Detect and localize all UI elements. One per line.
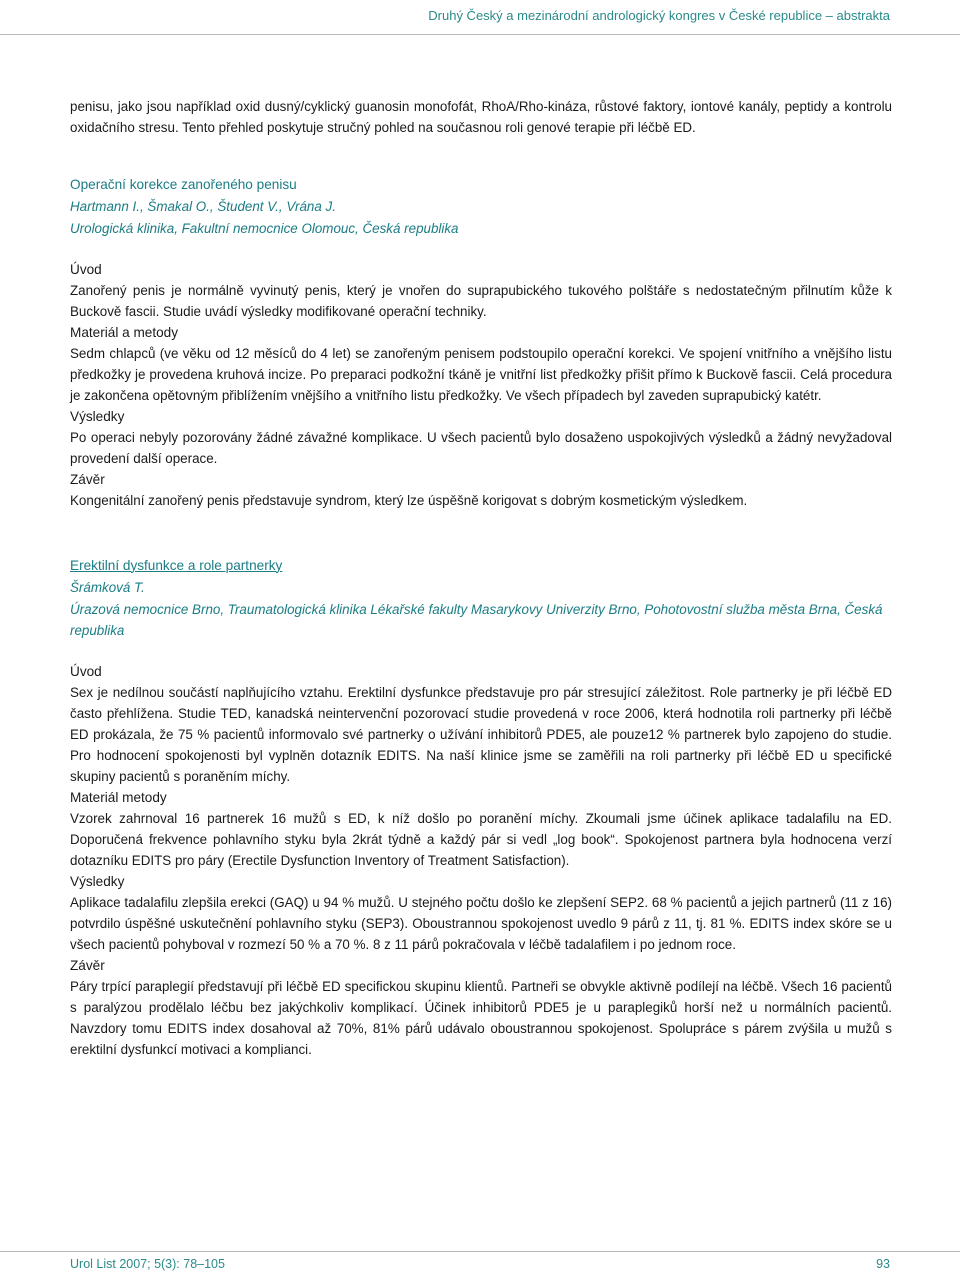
abstract-title: Operační korekce zanořeného penisu [70,177,297,192]
section-text-uvod: Zanořený penis je normálně vyvinutý penis, který je vnořen do suprapubického tukového polštáře s nedostatečným přilnutím kůže k Buckově fascii. Studie uvádí výsledky modifikované operační techniky. [70,283,892,319]
footer-divider [0,1251,960,1252]
page-body [70,96,892,1060]
section-heading-vysledky: Výsledky [70,409,125,424]
section-text-zaver: Kongenitální zanořený penis představuje syndrom, který lze úspěšně korigovat s dobrým kosmetickým výsledkem. [70,493,748,508]
section-heading-vysledky: Výsledky [70,874,125,889]
section-heading-zaver: Závěr [70,958,105,973]
abstract-authors: Šrámková T. [70,580,145,595]
header-divider [0,34,960,35]
abstract-affiliation: Urologická klinika, Fakultní nemocnice Olomouc, Česká republika [70,221,459,236]
section-text-uvod: Sex je nedílnou součástí naplňujícího vztahu. Erektilní dysfunkce představuje pro pár stresující záležitost. Role partnerky je při léčbě ED často přehlížena. Studie TED, kanadská neintervenční pozorovací studie provedená v roce 2006, která hodnotila roli partnerky při léčbě ED prokázala, že 75 % pacientů informovalo své partnerky o užívání inhibitorů PDE5, ale pouze12 % partnerek bylo zapojeno do studie. Pro hodnocení spokojenosti byl vyplněn dotazník EDITS. Na naší klinice jsme se zaměřili na roli partnerky při léčbě ED u specifické skupiny pacientů s poraněním míchy. [70,685,892,784]
abstract-authors: Hartmann I., Šmakal O., Študent V., Vrána J. [70,199,336,214]
page-number: 93 [876,1257,890,1271]
section-text-material: Vzorek zahrnoval 16 partnerek 16 mužů s ED, k níž došlo po poranění míchy. Zkoumali jsme účinek aplikace tadalafilu na ED. Doporučená frekvence pohlavního styku byla 2krát týdně a každý pár si vedl „log book“. Spokojenost partnera byla hodnocena verzí dotazníku EDITS pro páry (Erectile Dysfunction Inventory of Treatment Satisfaction). [70,811,892,868]
abstract-sramkova [70,555,892,1060]
intro-paragraph: penisu, jako jsou například oxid dusný/cyklický guanosin monofofát, RhoA/Rho-kináza, růstové faktory, iontové kanály, peptidy a kontrolu oxidačního stresu. Tento přehled poskytuje stručný pohled na současnou roli genové terapie při léčbě ED. [70,99,892,135]
section-heading-uvod: Úvod [70,262,102,277]
section-heading-uvod: Úvod [70,664,102,679]
abstract-hartmann [70,174,892,511]
journal-citation: Urol List 2007; 5(3): 78–105 [70,1257,225,1271]
section-text-zaver: Páry trpící paraplegií představují při léčbě ED specifickou skupinu klientů. Partneři se obvykle aktivně podílejí na léčbě. Všech 16 pacientů s paralýzou prodělalo léčbu bez jakýchkoliv komplikací. Účinek inhibitorů PDE5 je u paraplegiků horší než u normálních pacientů. Navzdory tomu EDITS index dosahoval až 70%, 81% párů udávalo oboustrannou spokojenost. Spolupráce s párem zvýšila u mužů s erektilní dysfunkcí motivaci a komplianci. [70,979,892,1057]
abstract-title [70,555,892,576]
section-text-vysledky: Po operaci nebyly pozorovány žádné závažné komplikace. U všech pacientů bylo dosaženo uspokojivých výsledků a žádný nevyžadoval provedení další operace. [70,430,892,466]
section-text-material: Sedm chlapců (ve věku od 12 měsíců do 4 let) se zanořeným penisem podstoupilo operační korekci. Ve spojení vnitřního a vnějšího listu předkožky je provedena kruhová incize. Po preparaci podkožní tkáně je vnitřní list předkožky přišit přímo k Buckově fascii. Celá procedura je zakončena opětovným přiblížením vnějšího a vnitřního listu předkožky. Ve všech případech byl zaveden suprapubický katétr. [70,346,892,403]
abstract-title-text: Erektilní dysfunkce a role partnerky [70,558,283,573]
section-text-vysledky: Aplikace tadalafilu zlepšila erekci (GAQ) u 94 % mužů. U stejného počtu došlo ke zlepšení SEP2. 68 % pacientů a jejich partnerů (11 z 16) potvrdilo úspěšné uskutečnění pohlavního styku (SEP3). Oboustrannou spokojenost uvedlo 9 párů z 11, tj. 81 %. EDITS index skóre se u všech pacientů pohyboval v rozmezí 50 % a 70 %. 8 z 11 párů pokračovala v léčbě tadalafilem i po jednom roce. [70,895,892,952]
running-title: Druhý Český a mezinárodní andrologický kongres v České republice – abstrakta [428,8,890,23]
section-heading-material: Materiál metody [70,790,167,805]
abstract-affiliation: Úrazová nemocnice Brno, Traumatologická klinika Lékařské fakulty Masarykovy Univerzity Brno, Pohotovostní služba města Brna, Česká republika [70,602,883,638]
section-heading-zaver: Závěr [70,472,105,487]
section-heading-material: Materiál a metody [70,325,179,340]
